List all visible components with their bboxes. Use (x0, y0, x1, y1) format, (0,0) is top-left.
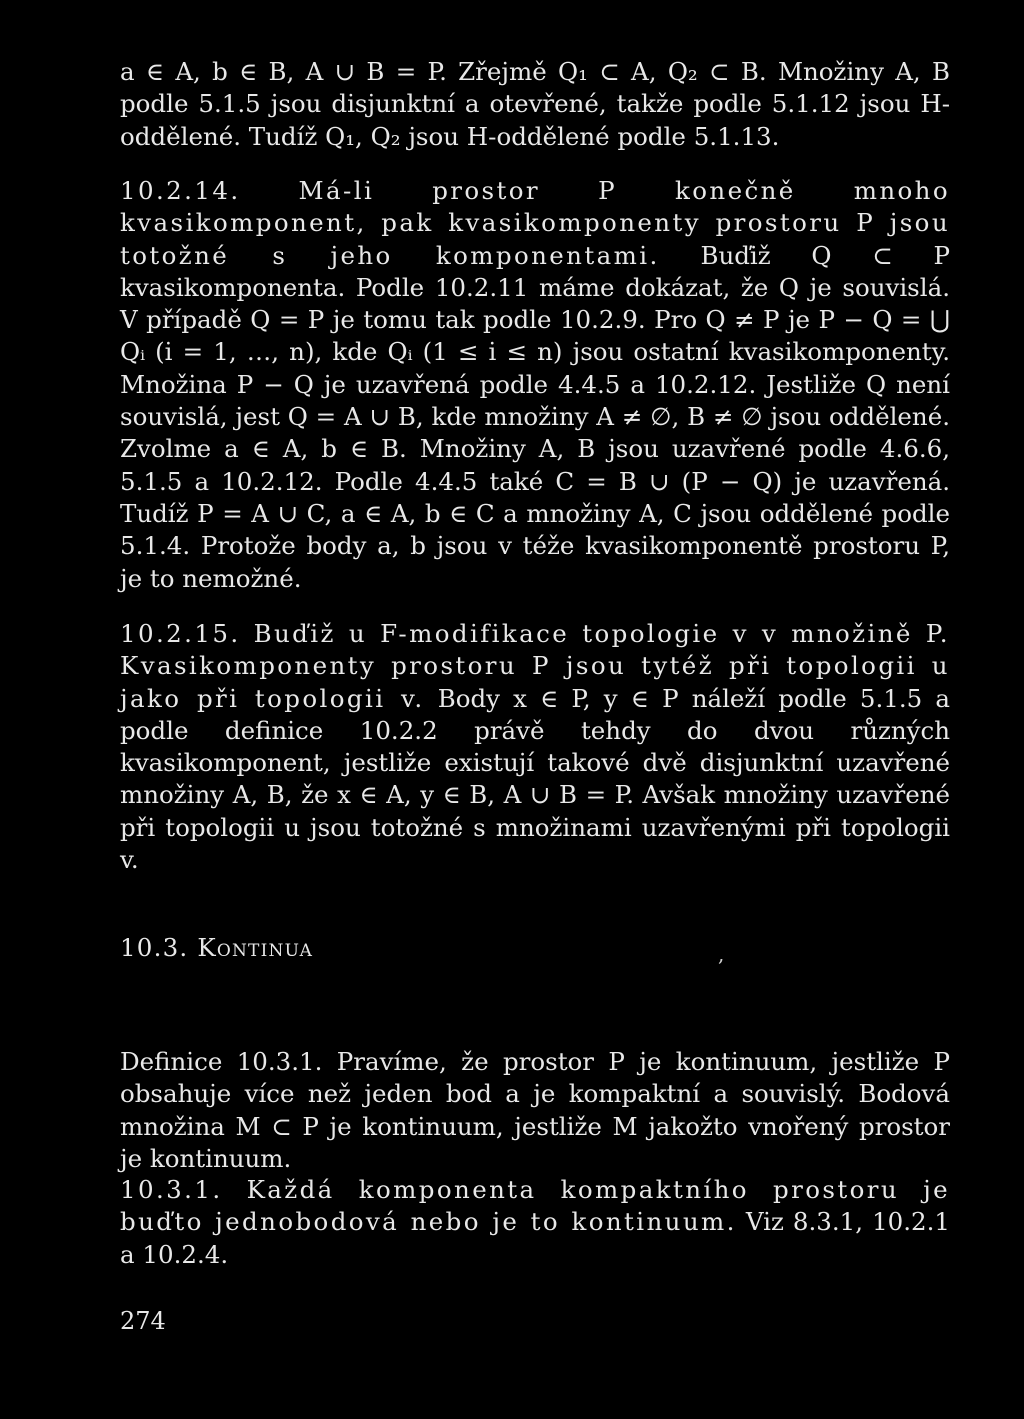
stray-mark: , (718, 942, 725, 966)
paragraph-definition-10-3-1: Definice 10.3.1. Pravíme, že prostor P je kontinuum, jestliže P obsahuje více než jeden bod a je kompaktní a souvislý. Bodová množina M ⊂ P je kontinuum, jestliže M jakožto vnořený prostor je kontinuum. (120, 1047, 950, 1173)
paragraph-proof-continuation: a ∈ A, b ∈ B, A ∪ B = P. Zřejmě Q₁ ⊂ A, Q₂ ⊂ B. Množiny A, B podle 5.1.5 jsou disjunktní a otevřené, takže podle 5.1.12 jsou H-oddělené. Tudíž Q₁, Q₂ jsou H-oddělené podle 5.1.13. (120, 57, 950, 151)
theorem-statement: 10.2.14. Má-li prostor P konečně mnoho kvasikomponent, pak kvasikomponenty prostoru P jsou totožné s jeho komponentami. (120, 176, 950, 270)
theorem-proof: Buďiž Q ⊂ P kvasikomponenta. Podle 10.2.11 máme dokázat, že Q je souvislá. V případě Q = P je tomu tak podle 10.2.9. Pro Q ≠ P je P − Q = ⋃ Qᵢ (i = 1, …, n), kde Qᵢ (1 ≤ i ≤ n) jsou ostatní kvasikomponenty. Množina P − Q je uzavřená podle 4.4.5 a 10.2.12. Jestliže Q není souvislá, jest Q = A ∪ B, kde množiny A ≠ ∅, B ≠ ∅ jsou oddělené. Zvolme a ∈ A, b ∈ B. Množiny A, B jsou uzavřené podle 4.6.6, 5.1.5 a 10.2.12. Podle 4.4.5 také C = B ∪ (P − Q) je uzavřená. Tudíž P = A ∪ C, a ∈ A, b ∈ C a množiny A, C jsou oddělené podle 5.1.4. Protože body a, b jsou v téže kvasikomponentě prostoru P, je to nemožné. (120, 240, 951, 593)
paragraph-theorem-10-2-15 (120, 618, 950, 876)
paragraph-theorem-10-2-14 (120, 175, 950, 595)
theorem-statement: 10.3.1. Každá komponenta kompaktního prostoru je buďto jednobodová nebo je to kontinuum. (120, 1175, 950, 1237)
page-number: 274 (120, 1307, 166, 1335)
section-heading: 10.3. Kontinua (120, 933, 314, 962)
paragraph-theorem-10-3-1 (120, 1174, 950, 1271)
theorem-proof: Viz 8.3.1, 10.2.1 a 10.2.4. (120, 1207, 950, 1269)
theorem-proof: Body x ∈ P, y ∈ P náleží podle 5.1.5 a podle definice 10.2.2 právě tehdy do dvou různých kvasikomponent, jestliže existují takové dvě disjunktní uzavřené množiny A, B, že x ∈ A, y ∈ B, A ∪ B = P. Avšak množiny uzavřené při topologii u jsou totožné s množinami uzavřenými při topologii v. (120, 683, 950, 875)
theorem-statement: 10.2.15. Buďiž u F-modifikace topologie v v množině P. Kvasikomponenty prostoru P jsou tytéž při topologii u jako při topologii v. (120, 619, 950, 713)
